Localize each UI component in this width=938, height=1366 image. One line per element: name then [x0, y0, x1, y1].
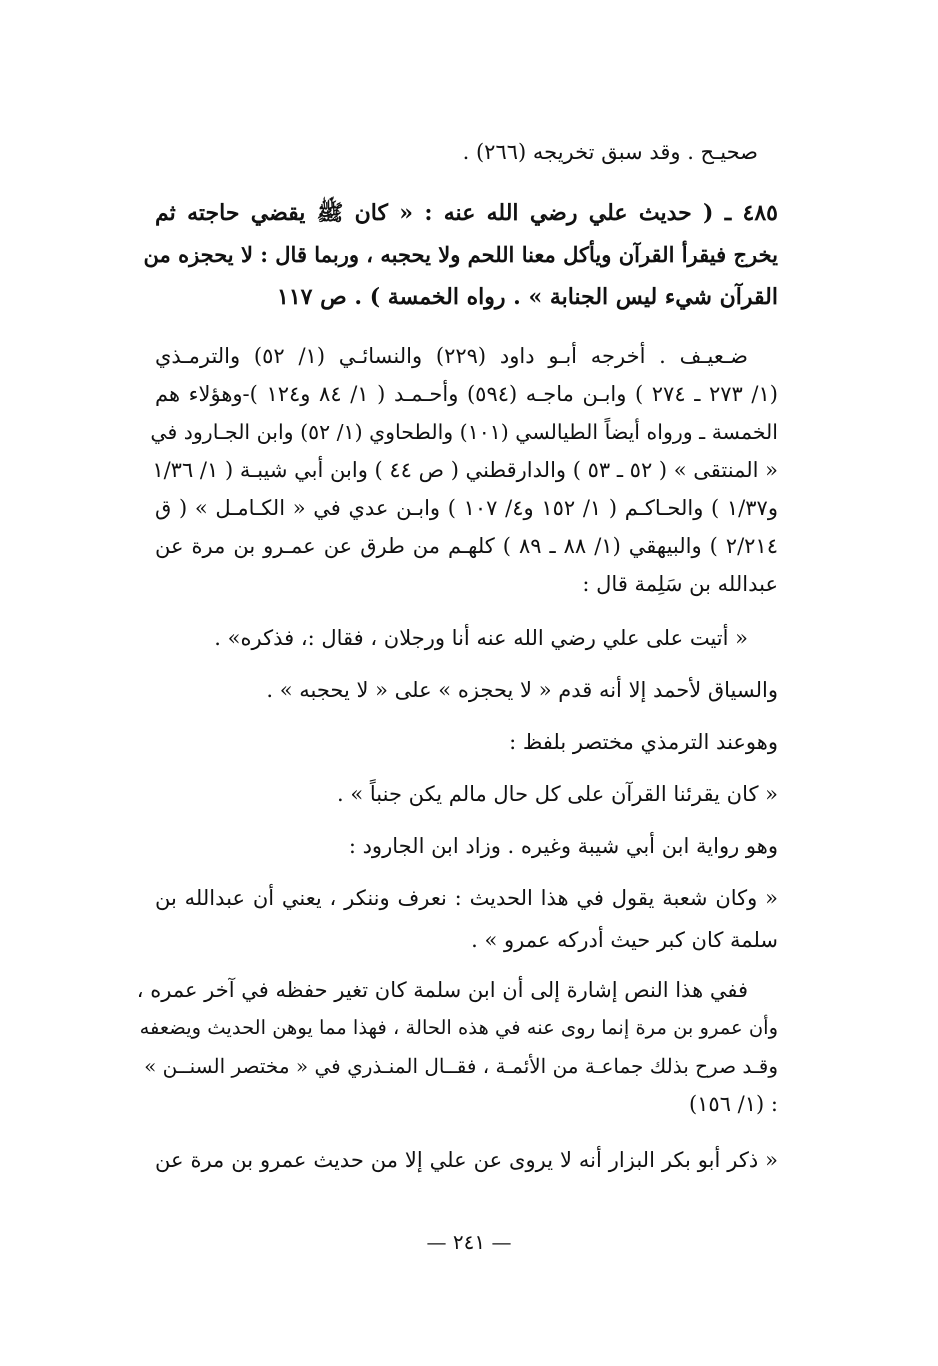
- text-line-22: (١/ ١٥٦) :: [688, 1092, 778, 1116]
- text-line-3: يخرج فيقرأ القرآن ويأكل معنا اللحم ولا يحجبه ، وربما قال : لا يحجزه من: [143, 242, 778, 267]
- text-line-8: « المنتقى » ( ٥٢ ـ ٥٣ ) والدارقطني ( ص ٤٤ ) وابن أبي شيبـة ( ١/ ١/٣٦: [152, 458, 778, 482]
- text-line-4: القرآن شيء ليس الجنابة » . رواه الخمسة ) . ص ١١٧: [277, 284, 778, 310]
- text-line-6: (١/ ٢٧٣ ـ ٢٧٤ ) وابـن ماجـه (٥٩٤) وأحـمـد ( ١/ ٨٤ و١٢٤ )-وهؤلاء هم: [155, 382, 778, 406]
- text-line-14: وهوعند الترمذي مختصر بلفظ :: [509, 730, 778, 754]
- text-line-16: وهو رواية ابن أبي شيبة وغيره . وزاد ابن الجارود :: [348, 834, 778, 858]
- text-line-1: صحيـح . وقد سبق تخريجه (٢٦٦) .: [462, 140, 758, 164]
- text-line-7: الخمسة ـ ورواه أيضاً الطيالسي (١٠١) والطحاوي (١/ ٥٢) وابن الجـارود في: [150, 420, 778, 444]
- text-line-5: ضـعيـف . أخرجه أبـو داود (٢٢٩) والنسائـي (١/ ٥٢) والترمـذي: [155, 344, 748, 368]
- text-line-11: عبدالله بن سَلِمة قال :: [582, 572, 778, 596]
- text-line-2: ٤٨٥ ـ ( حديث علي رضي الله عنه : « كان ﷺ يقضي حاجته ثم: [155, 200, 778, 226]
- text-line-9: و١/٣٧ ) والحـاكـم ( ١/ ١٥٢ و٤/ ١٠٧ ) وابـن عدي في « الكـامـل » ( ق: [155, 496, 778, 520]
- text-line-15: « كان يقرئنا القرآن على كل حال مالم يكن جنباً » .: [337, 782, 778, 806]
- page-number: — ٢٤١ —: [426, 1230, 512, 1254]
- text-line-18: سلمة كان كبر حيث أدركه عمرو » .: [471, 928, 778, 952]
- text-line-20: وأن عمرو بن مرة إنما روى عنه في هذه الحالة ، فهذا مما يوهن الحديث ويضعفه: [139, 1016, 778, 1039]
- text-line-17: « وكان شعبة يقول في هذا الحديث : نعرف وننكر ، يعني أن عبدالله بن: [155, 886, 778, 910]
- text-line-12: « أتيت على علي رضي الله عنه أنا ورجلان ، فقال :، فذكره» .: [214, 626, 748, 650]
- text-line-21: وقـد صرح بذلك جماعـة من الأئمـة ، فقــال المنـذري في « مختصر السنــن »: [144, 1054, 778, 1078]
- text-line-23: « ذكر أبو بكر البزار أنه لا يروى عن علي إلا من حديث عمرو بن مرة عن: [155, 1148, 778, 1172]
- text-line-13: والسياق لأحمد إلا أنه قدم « لا يحجزه » على « لا يحجبه » .: [266, 678, 778, 702]
- text-line-19: ففي هذا النص إشارة إلى أن ابن سلمة كان تغير حفظه في آخر عمره ،: [136, 978, 748, 1002]
- text-line-10: ٢/٢١٤ ) والبيهقي (١/ ٨٨ ـ ٨٩ ) كلهـم من طرق عن عمـرو بن مرة عن: [155, 534, 778, 558]
